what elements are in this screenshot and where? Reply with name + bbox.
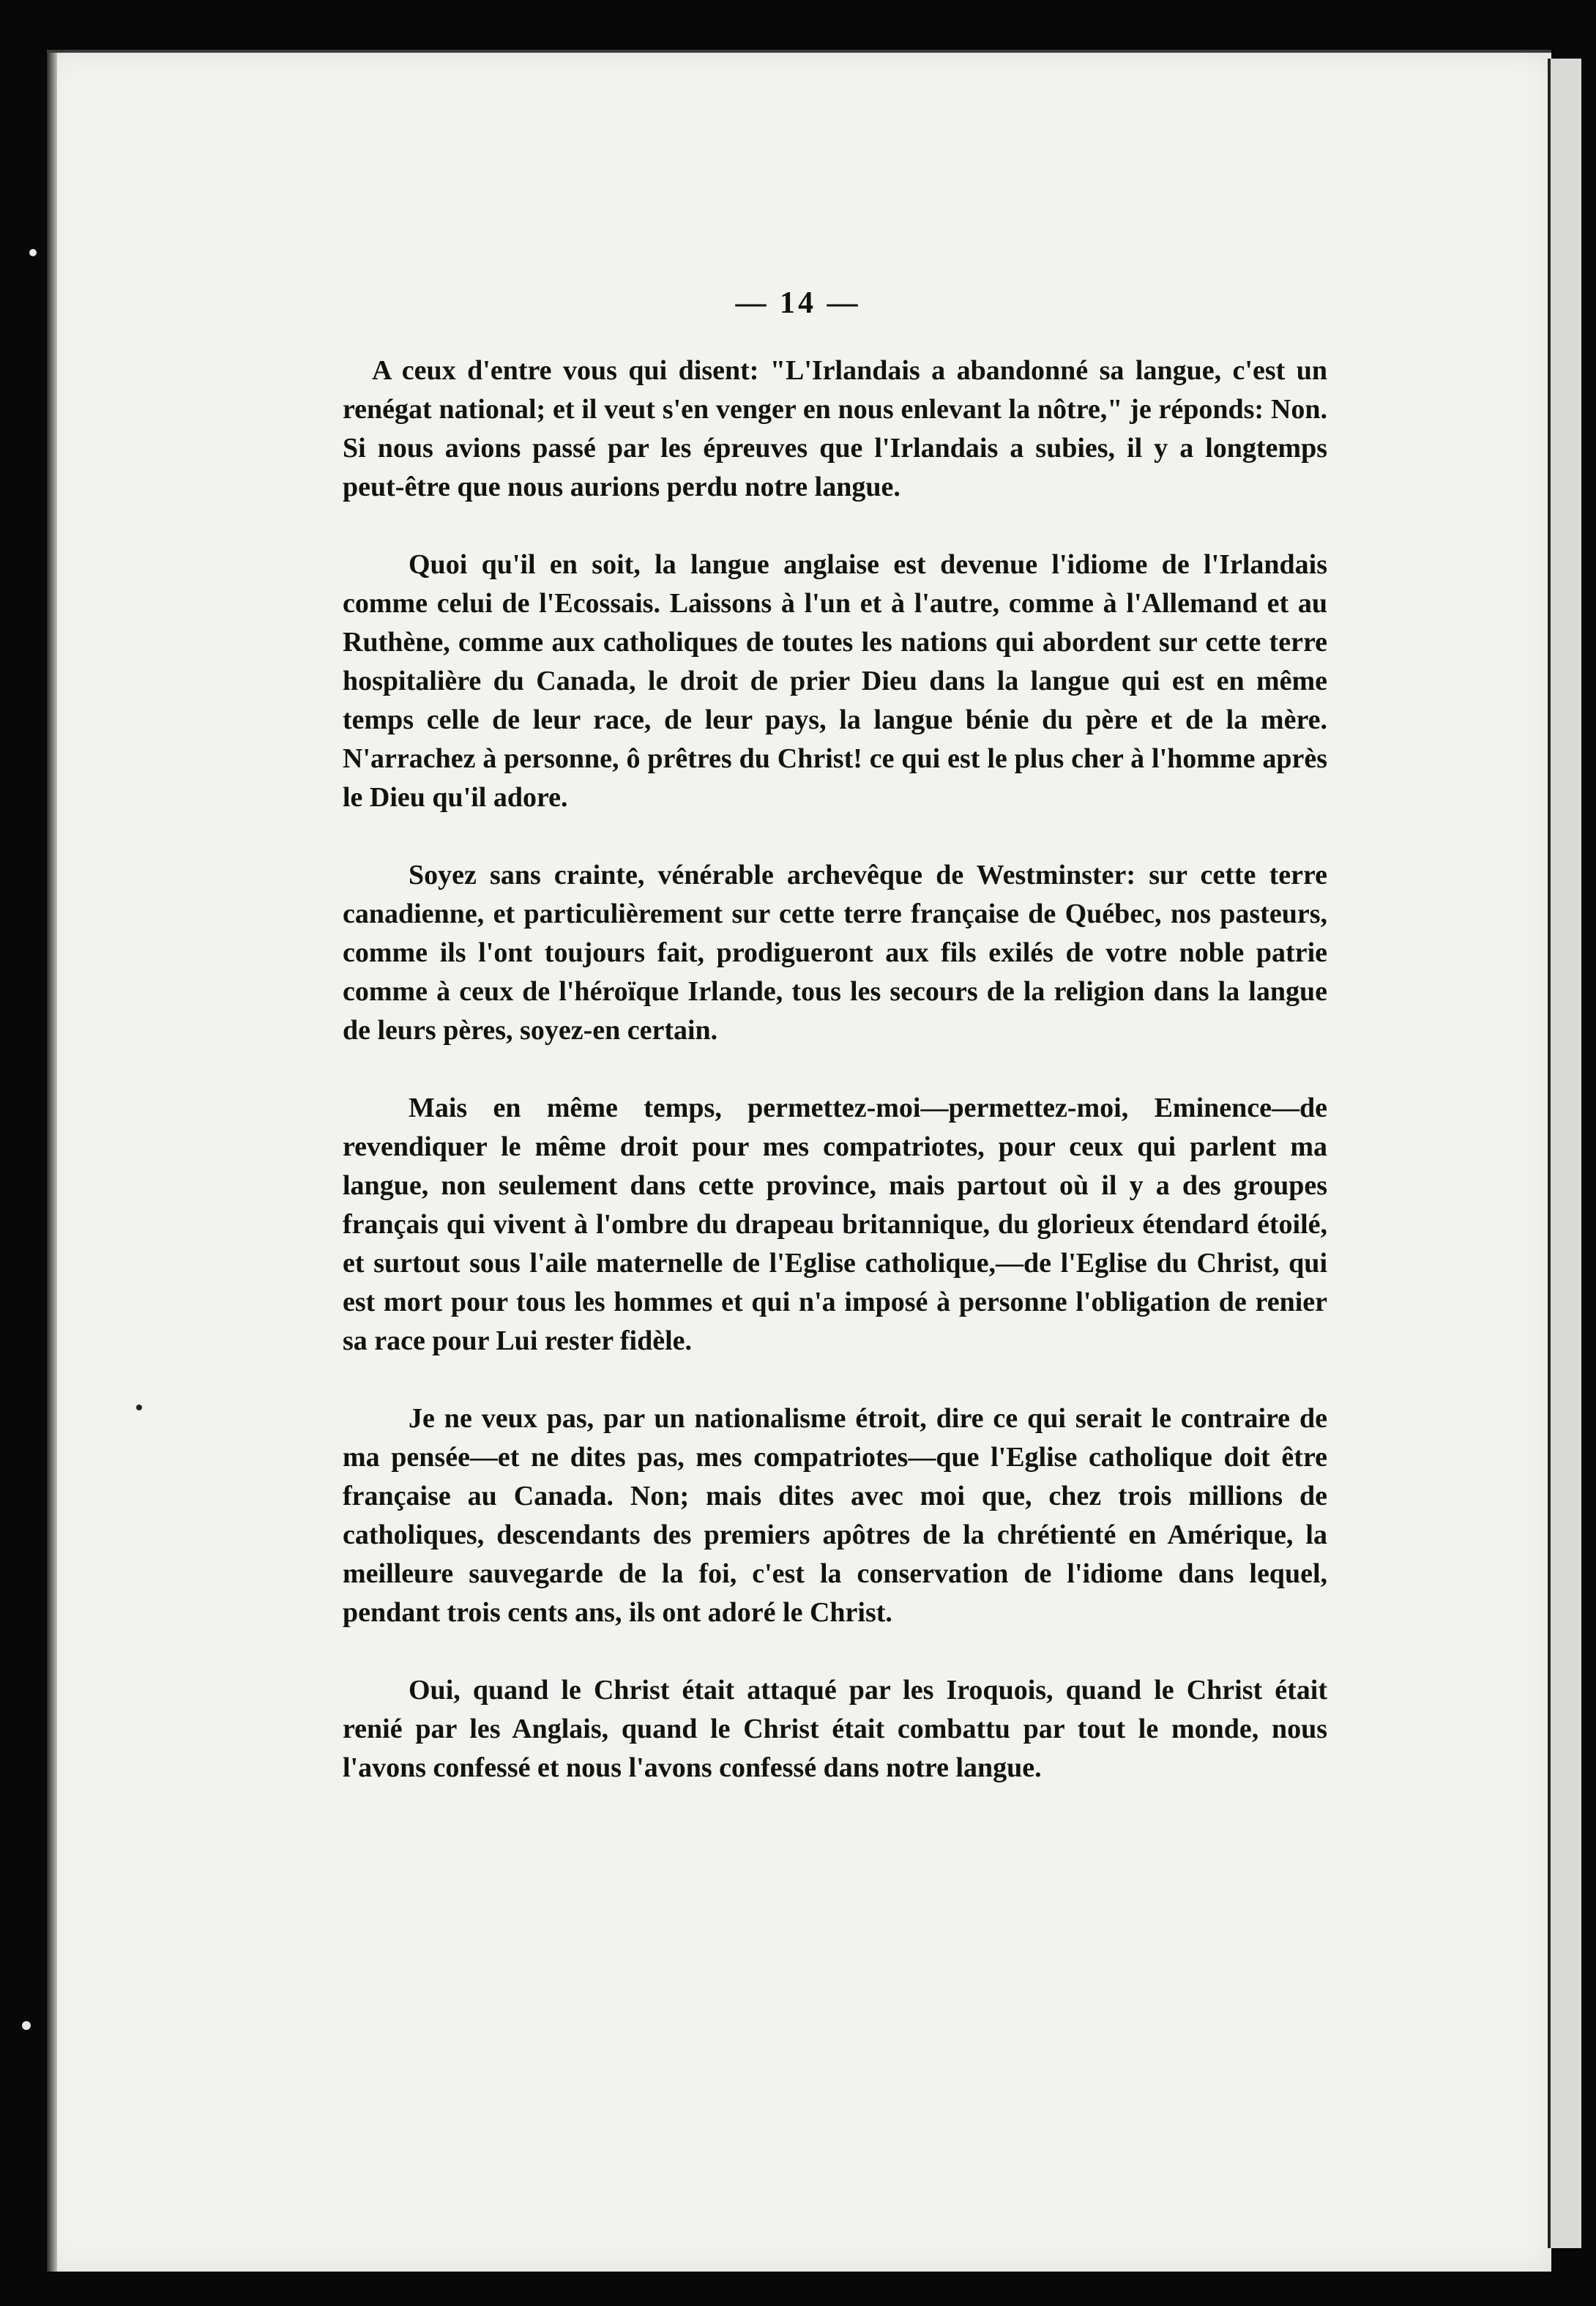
- paragraph-6: Oui, quand le Christ était attaqué par les Iroquois, quand le Christ était renié par les Anglais, quand le Christ était combattu par tout le monde, nous l'avons confessé et nous l'avons confessé dans notre langue.: [343, 1675, 1327, 1783]
- paragraph-2: Quoi qu'il en soit, la langue anglaise est devenue l'idiome de l'Irlandais comme celui de l'Ecossais. Laissons à l'un et à l'autre, comme à l'Allemand et au Ruthène, comme aux catholiques de toutes les nations qui abordent sur cette terre hospitalière du Canada, le droit de prier Dieu dans la langue qui est en même temps celle de leur race, de leur pays, la langue bénie du père et de la mère. N'arrachez à personne, ô prêtres du Christ! ce qui est le plus cher à l'homme après le Dieu qu'il adore.: [343, 549, 1327, 813]
- body-text: [343, 352, 1327, 1826]
- paragraph-5: Je ne veux pas, par un nationalisme étroit, dire ce qui serait le contraire de ma pensée—et ne dites pas, mes compatriotes—que l'Eglise catholique doit être française au Canada. Non; mais dites avec moi que, chez trois millions de catholiques, descendants des premiers apôtres de la chrétienté en Amérique, la meilleure sauvegarde de la foi, c'est la conservation de l'idiome dans lequel, pendant trois cents ans, ils ont adoré le Christ.: [343, 1403, 1327, 1628]
- book-spine: [1548, 59, 1581, 2248]
- scan-speck: [29, 249, 37, 256]
- scan-speck: [22, 2021, 31, 2030]
- page-number: — 14 —: [735, 286, 861, 320]
- paragraph-1: A ceux d'entre vous qui disent: "L'Irlandais a abandonné sa langue, c'est un renégat national; et il veut s'en venger en nous enlevant la nôtre," je réponds: Non. Si nous avions passé par les épreuves que l'Irlandais a subies, il y a longtemps peut-être que nous aurions perdu notre langue.: [343, 355, 1327, 502]
- page-left-edge: [47, 53, 57, 2272]
- paragraph-3: Soyez sans crainte, vénérable archevêque de Westminster: sur cette terre canadienne, et particulièrement sur cette terre française de Québec, nos pasteurs, comme ils l'ont toujours fait, prodigueront aux fils exilés de votre noble patrie comme à ceux de l'héroïque Irlande, tous les secours de la religion dans la langue de leurs pères, soyez-en certain.: [343, 860, 1327, 1046]
- paragraph-4: Mais en même temps, permettez-moi—permettez-moi, Eminence—de revendiquer le même droit pour mes compatriotes, pour ceux qui parlent ma langue, non seulement dans cette province, mais partout où il y a des groupes français qui vivent à l'ombre du drapeau britannique, du glorieux étendard étoilé, et surtout sous l'aile maternelle de l'Eglise catholique,—de l'Eglise du Christ, qui est mort pour tous les hommes et qui n'a imposé à personne l'obligation de renier sa race pour Lui rester fidèle.: [343, 1093, 1327, 1356]
- scan-speck: [136, 1405, 142, 1410]
